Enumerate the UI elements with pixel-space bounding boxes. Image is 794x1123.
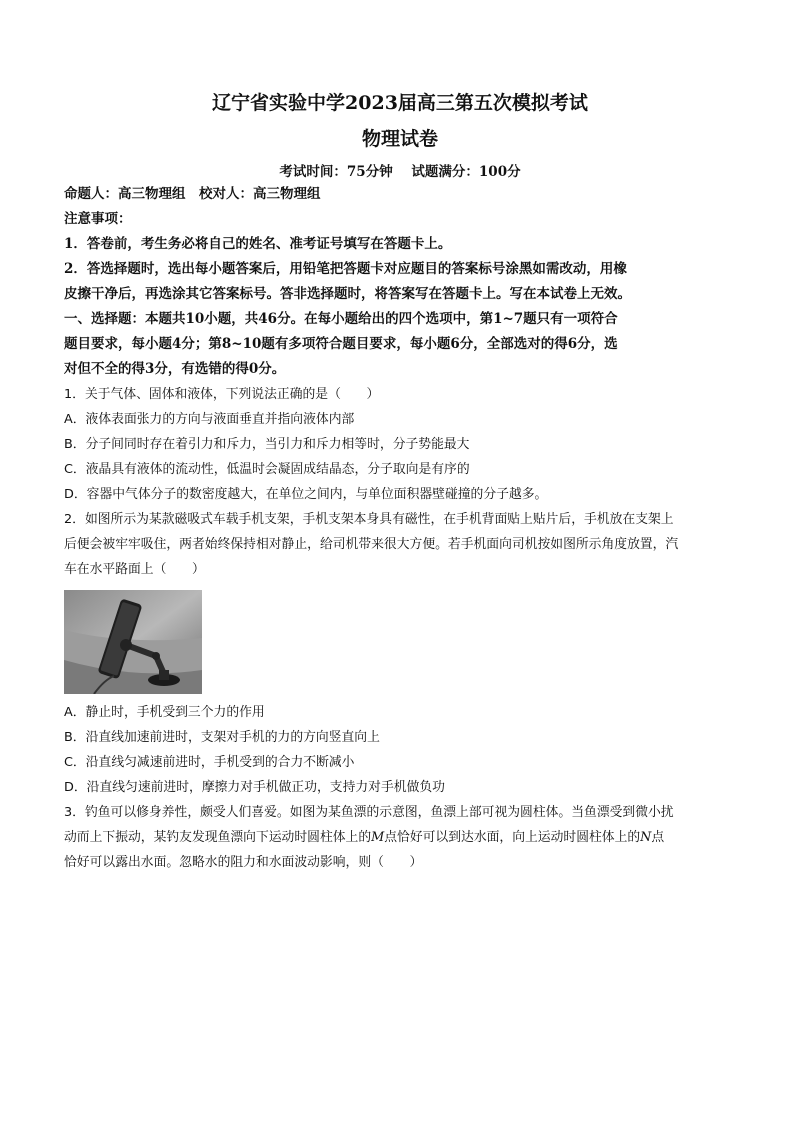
option-d: D．沿直线匀速前进时，摩擦力对手机做正功，支持力对手机做负功 [64, 780, 445, 795]
stem-text: 动而上下振动，某钓友发现鱼漂向下运动时圆柱体上的 [64, 830, 372, 845]
exam-authors: 命题人：高三物理组 校对人：高三物理组 [64, 186, 321, 202]
question-1 [64, 382, 736, 507]
question-stem-cont: 车在水平路面上（ ） [64, 562, 205, 577]
notice-heading: 注意事项： [64, 211, 132, 227]
question-stem-cont: 后便会被牢牢吸住，两者始终保持相对静止，给司机带来很大方便。若手机面向司机按如图所示角度放置，汽 [64, 537, 679, 552]
exam-score: 试题满分：100分 [411, 164, 521, 180]
option-c: C．沿直线匀减速前进时，手机受到的合力不断减小 [64, 755, 355, 770]
point-m-label: M [371, 830, 385, 845]
section-1-instruction-2: 题目要求，每小题4分；第8~10题有多项符合题目要求，每小题6分，全部选对的得6分，选 [64, 336, 618, 352]
exam-subtitle: 物理试卷 [361, 128, 438, 150]
point-n-label: N [640, 830, 652, 845]
section-1-instruction: 一、选择题：本题共10小题，共46分。在每小题给出的四个选项中，第1~7题只有一项符合 [64, 311, 618, 327]
question-2 [64, 507, 736, 800]
question-stem-cont: 恰好可以露出水面。忽略水的阻力和水面波动影响，则（ ） [64, 855, 423, 870]
question-stem: 1．关于气体、固体和液体，下列说法正确的是（ ） [64, 387, 380, 402]
phone-holder-photo-icon [64, 590, 202, 694]
stem-text: 点 [651, 830, 665, 845]
option-b: B．沿直线加速前进时，支架对手机的力的方向竖直向上 [64, 730, 380, 745]
question-stem: 2．如图所示为某款磁吸式车载手机支架，手机支架本身具有磁性，在手机背面贴上贴片后，手机放在支架上 [64, 512, 674, 527]
option-a: A．液体表面张力的方向与液面垂直并指向液体内部 [64, 412, 355, 427]
question-stem: 3．钓鱼可以修身养性，颇受人们喜爱。如图为某鱼漂的示意图，鱼漂上部可视为圆柱体。当鱼漂受到微小扰 [64, 805, 674, 820]
option-b: B．分子间同时存在着引力和斥力，当引力和斥力相等时，分子势能最大 [64, 437, 470, 452]
notice-item-2-cont: 皮擦干净后，再选涂其它答案标号。答非选择题时，将答案写在答题卡上。写在本试卷上无效。 [64, 286, 631, 302]
question-stem-cont [64, 825, 736, 850]
exam-meta [64, 162, 736, 182]
notice-item-1: 1．答卷前，考生务必将自己的姓名、准考证号填写在答题卡上。 [64, 236, 452, 252]
section-1-instruction-3: 对但不全的得3分，有选错的得0分。 [64, 361, 286, 377]
exam-title: 辽宁省实验中学2023届高三第五次模拟考试 [212, 92, 588, 114]
question-3 [64, 800, 736, 875]
stem-text: 点恰好可以到达水面，向上运动时圆柱体上的 [384, 830, 641, 845]
exam-page [64, 88, 736, 875]
option-a: A．静止时，手机受到三个力的作用 [64, 705, 265, 720]
exam-time: 考试时间：75分钟 [279, 164, 393, 180]
option-d: D．容器中气体分子的数密度越大，在单位之间内，与单位面积器壁碰撞的分子越多。 [64, 487, 548, 502]
option-c: C．液晶具有液体的流动性，低温时会凝固成结晶态，分子取向是有序的 [64, 462, 470, 477]
notice-item-2: 2．答选择题时，选出每小题答案后，用铅笔把答题卡对应题目的答案标号涂黑如需改动，用橡 [64, 261, 627, 277]
